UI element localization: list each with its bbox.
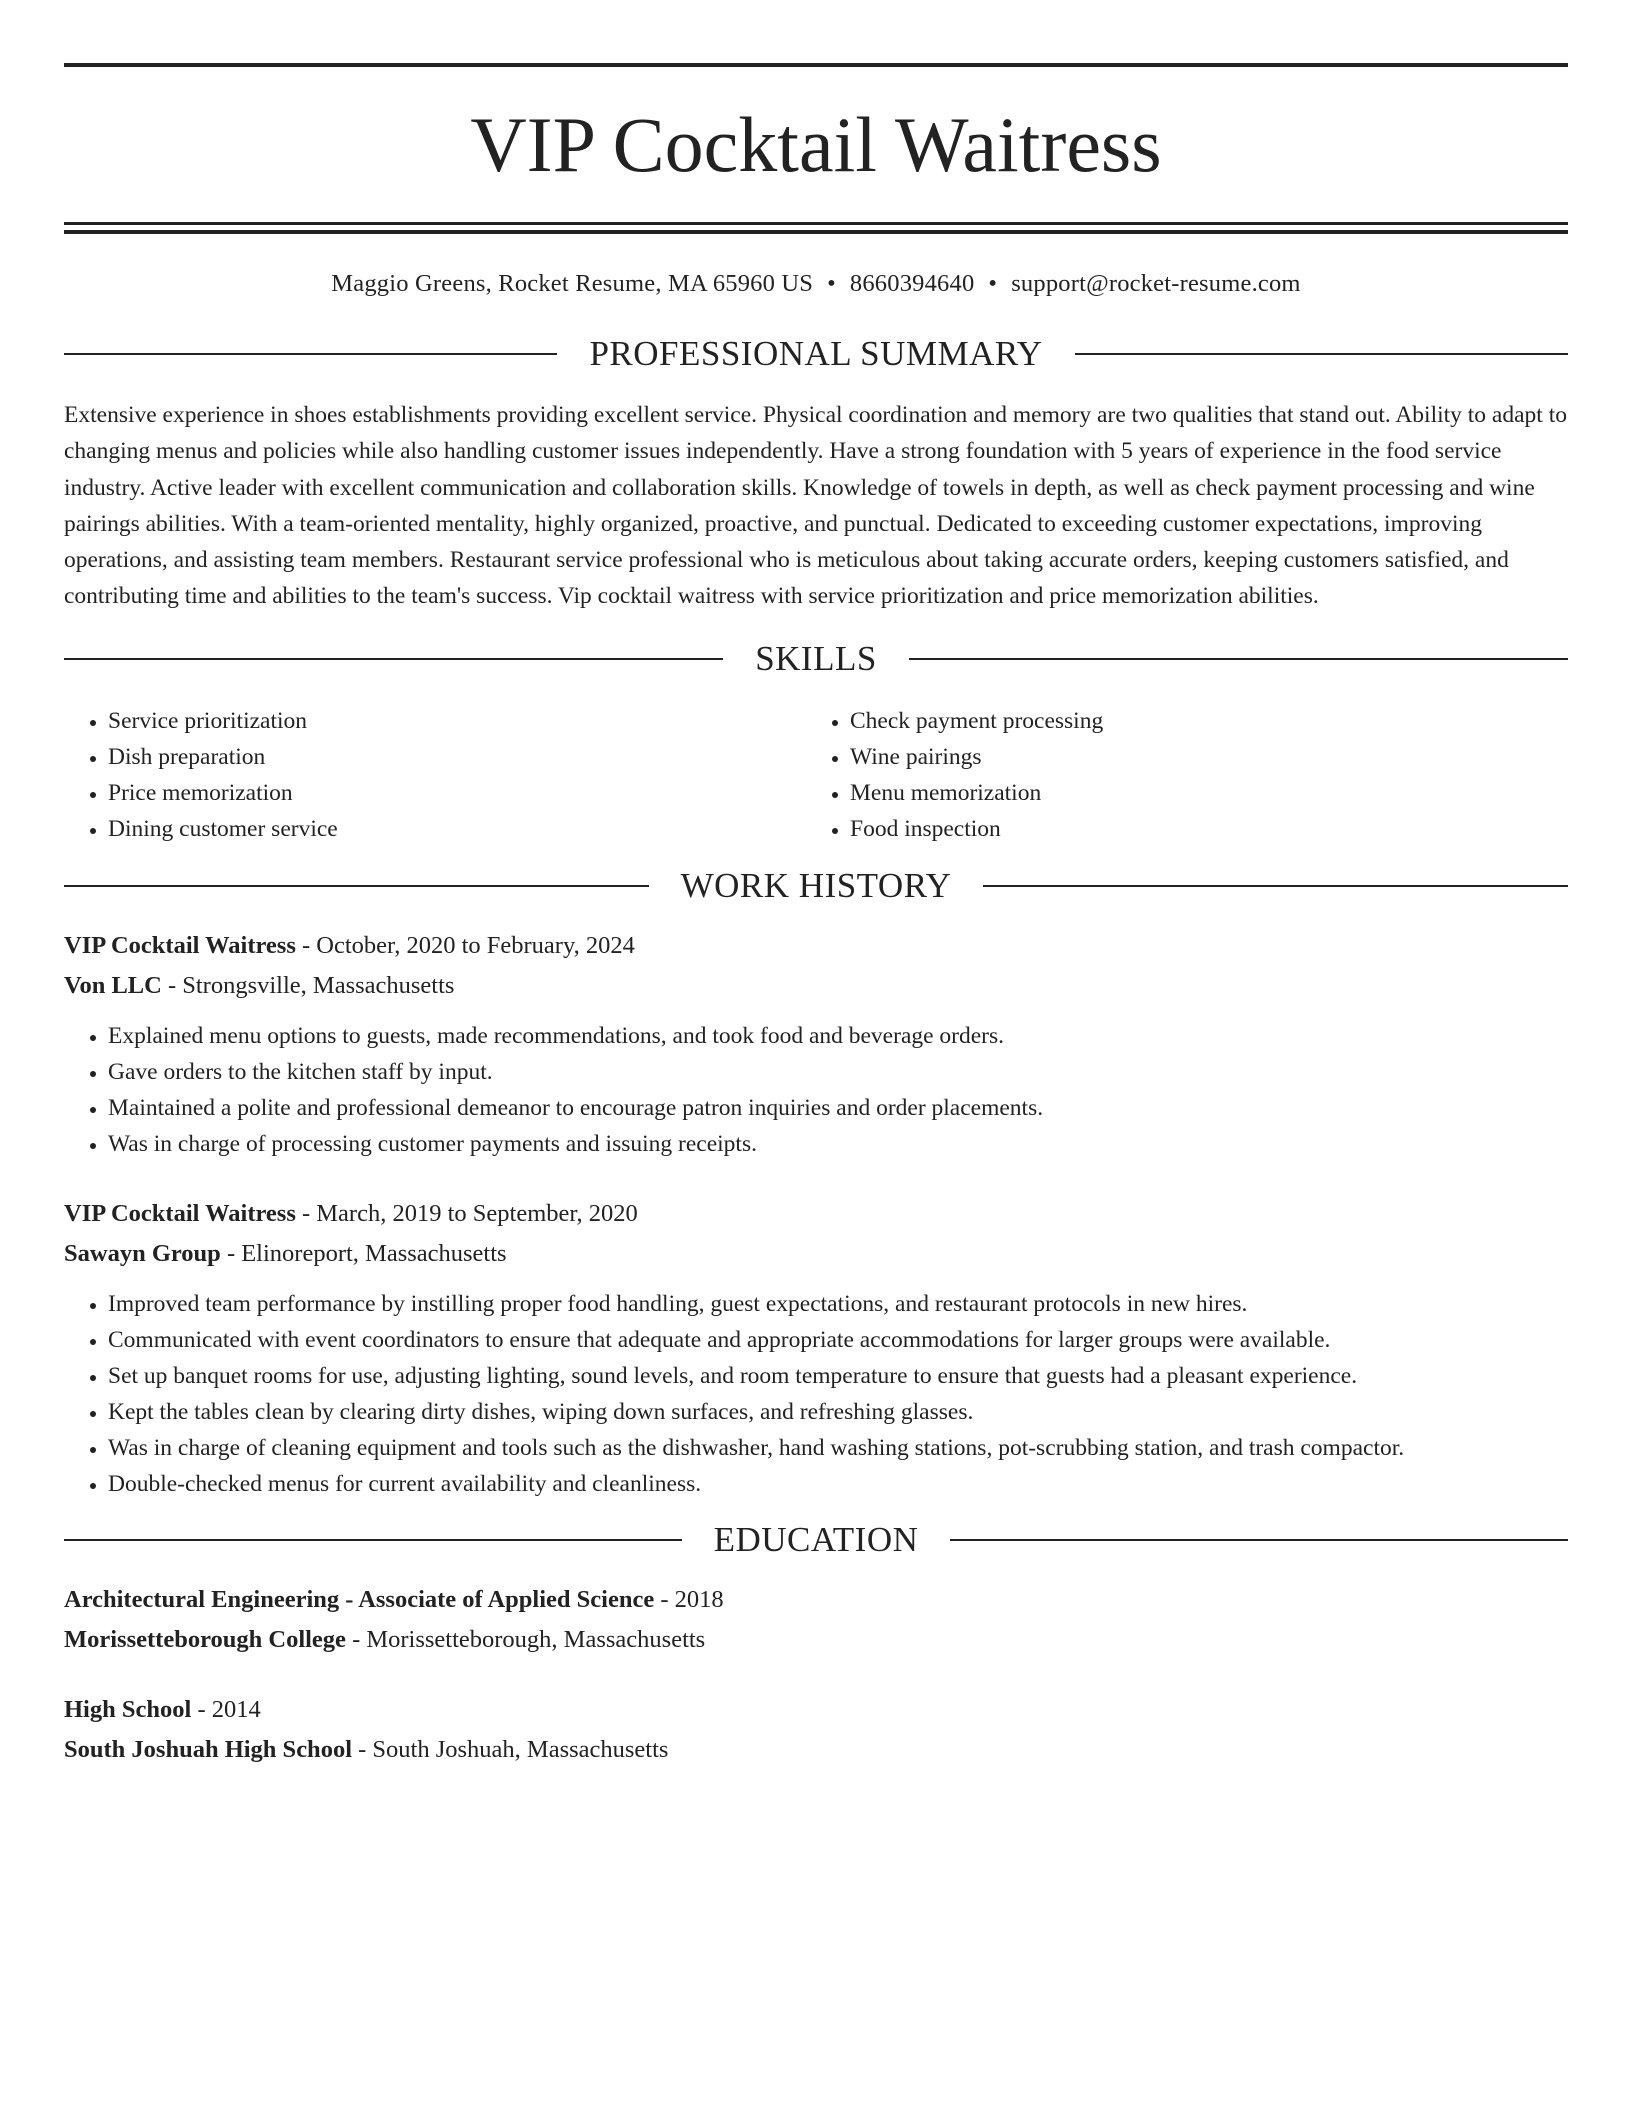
education-degree-line — [64, 1580, 1568, 1620]
education-degree: Architectural Engineering - Associate of Applied Science — [64, 1585, 655, 1613]
skills-section-header — [64, 637, 1568, 681]
work-section-header — [64, 864, 1568, 908]
job-company-line — [64, 1234, 1568, 1274]
education-entry — [64, 1580, 1568, 1660]
section-rule — [64, 353, 557, 355]
education-year: - 2018 — [654, 1585, 724, 1613]
education-school: Morissetteborough College — [64, 1625, 346, 1653]
section-rule — [950, 1539, 1568, 1541]
contact-separator: • — [988, 270, 998, 297]
job-bullet: • Explained menu options to guests, made recommendations, and took food and beverage orders. — [108, 1018, 1568, 1054]
section-rule — [64, 658, 723, 660]
job-bullet: • Gave orders to the kitchen staff by input. — [108, 1054, 1568, 1090]
skill-item: • Dish preparation — [108, 739, 806, 775]
job-entry — [64, 1194, 1568, 1502]
job-title-line — [64, 926, 1568, 966]
job-bullet: • Was in charge of cleaning equipment and tools such as the dishwasher, hand washing stations, pot-scrubbing station, and trash compactor. — [108, 1430, 1568, 1466]
skill-item: • Price memorization — [108, 775, 806, 811]
education-location: - Morissetteborough, Massachusetts — [345, 1625, 706, 1653]
resume-page — [64, 0, 1568, 1770]
job-company: Sawayn Group — [64, 1239, 221, 1267]
job-location: - Elinoreport, Massachusetts — [220, 1239, 507, 1267]
job-bullet: • Communicated with event coordinators to ensure that adequate and appropriate accommodations for larger groups were available. — [108, 1322, 1568, 1358]
section-rule — [983, 885, 1568, 887]
job-company: Von LLC — [64, 971, 162, 999]
skill-item: • Food inspection — [850, 811, 1568, 847]
education-degree-line — [64, 1690, 1568, 1730]
job-title: VIP Cocktail Waitress — [64, 931, 296, 959]
education-degree: High School — [64, 1695, 192, 1723]
education-section-title: EDUCATION — [713, 1519, 919, 1559]
skill-item: • Check payment processing — [850, 703, 1568, 739]
candidate-name: VIP Cocktail Waitress — [470, 101, 1162, 188]
contact-phone: 8660394640 — [849, 270, 975, 297]
section-rule — [64, 885, 649, 887]
skills-column-left — [64, 703, 806, 847]
skill-item: • Dining customer service — [108, 811, 806, 847]
education-school-line — [64, 1730, 1568, 1770]
top-rule — [64, 63, 1568, 67]
name-double-rule — [64, 222, 1568, 234]
skill-item: • Wine pairings — [850, 739, 1568, 775]
job-title: VIP Cocktail Waitress — [64, 1199, 296, 1227]
contact-address: Maggio Greens, Rocket Resume, MA 65960 US — [331, 270, 814, 297]
job-bullet: • Double-checked menus for current availability and cleanliness. — [108, 1466, 1568, 1502]
summary-section-header — [64, 332, 1568, 376]
job-bullet: • Was in charge of processing customer payments and issuing receipts. — [108, 1126, 1568, 1162]
job-entry — [64, 926, 1568, 1162]
education-location: - South Joshuah, Massachusetts — [352, 1735, 669, 1763]
job-dates: - March, 2019 to September, 2020 — [295, 1199, 638, 1227]
job-dates: - October, 2020 to February, 2024 — [295, 931, 635, 959]
job-bullet: • Maintained a polite and professional demeanor to encourage patron inquiries and order placements. — [108, 1090, 1568, 1126]
summary-section-title: PROFESSIONAL SUMMARY — [589, 334, 1043, 373]
section-rule — [1075, 353, 1568, 355]
contact-line — [64, 268, 1568, 300]
job-bullets — [64, 1286, 1568, 1502]
skills-list — [64, 703, 1568, 847]
job-bullets — [64, 1018, 1568, 1162]
job-bullet: • Kept the tables clean by clearing dirty dishes, wiping down surfaces, and refreshing glasses. — [108, 1394, 1568, 1430]
skills-section-title: SKILLS — [755, 638, 877, 678]
skill-item: • Menu memorization — [850, 775, 1568, 811]
summary-text: Extensive experience in shoes establishments providing excellent service. Physical coordination and memory are two qualities that stand out. Ability to adapt to changing menus and policies while also handling customer issues independently. Have a strong foundation with 5 years of experience in the food service industry. Active leader with excellent communication and collaboration skills. Knowledge of towels in depth, as well as check payment processing and wine pairings abilities. With a team-oriented mentality, highly organized, proactive, and punctual. Dedicated to exceeding customer expectations, improving operations, and assisting team members. Restaurant service professional who is meticulous about taking accurate orders, keeping customers satisfied, and contributing time and abilities to the team's success. Vip cocktail waitress with service prioritization and price memorization abilities. — [64, 402, 1567, 610]
skill-item: • Service prioritization — [108, 703, 806, 739]
education-entry — [64, 1690, 1568, 1770]
work-section-title: WORK HISTORY — [680, 865, 952, 905]
education-section-header — [64, 1518, 1568, 1562]
skills-column-right — [806, 703, 1568, 847]
job-company-line — [64, 966, 1568, 1006]
job-title-line — [64, 1194, 1568, 1234]
contact-email: support@rocket-resume.com — [1011, 270, 1301, 297]
education-school: South Joshuah High School — [64, 1735, 352, 1763]
section-rule — [909, 658, 1568, 660]
contact-separator: • — [827, 270, 836, 297]
education-year: - 2014 — [191, 1695, 261, 1723]
job-bullet: • Improved team performance by instilling proper food handling, guest expectations, and restaurant protocols in new hires. — [108, 1286, 1568, 1322]
education-school-line — [64, 1620, 1568, 1660]
section-rule — [64, 1539, 682, 1541]
job-bullet: • Set up banquet rooms for use, adjusting lighting, sound levels, and room temperature to ensure that guests had a pleasant experience. — [108, 1358, 1568, 1394]
job-location: - Strongsville, Massachusetts — [161, 971, 455, 999]
